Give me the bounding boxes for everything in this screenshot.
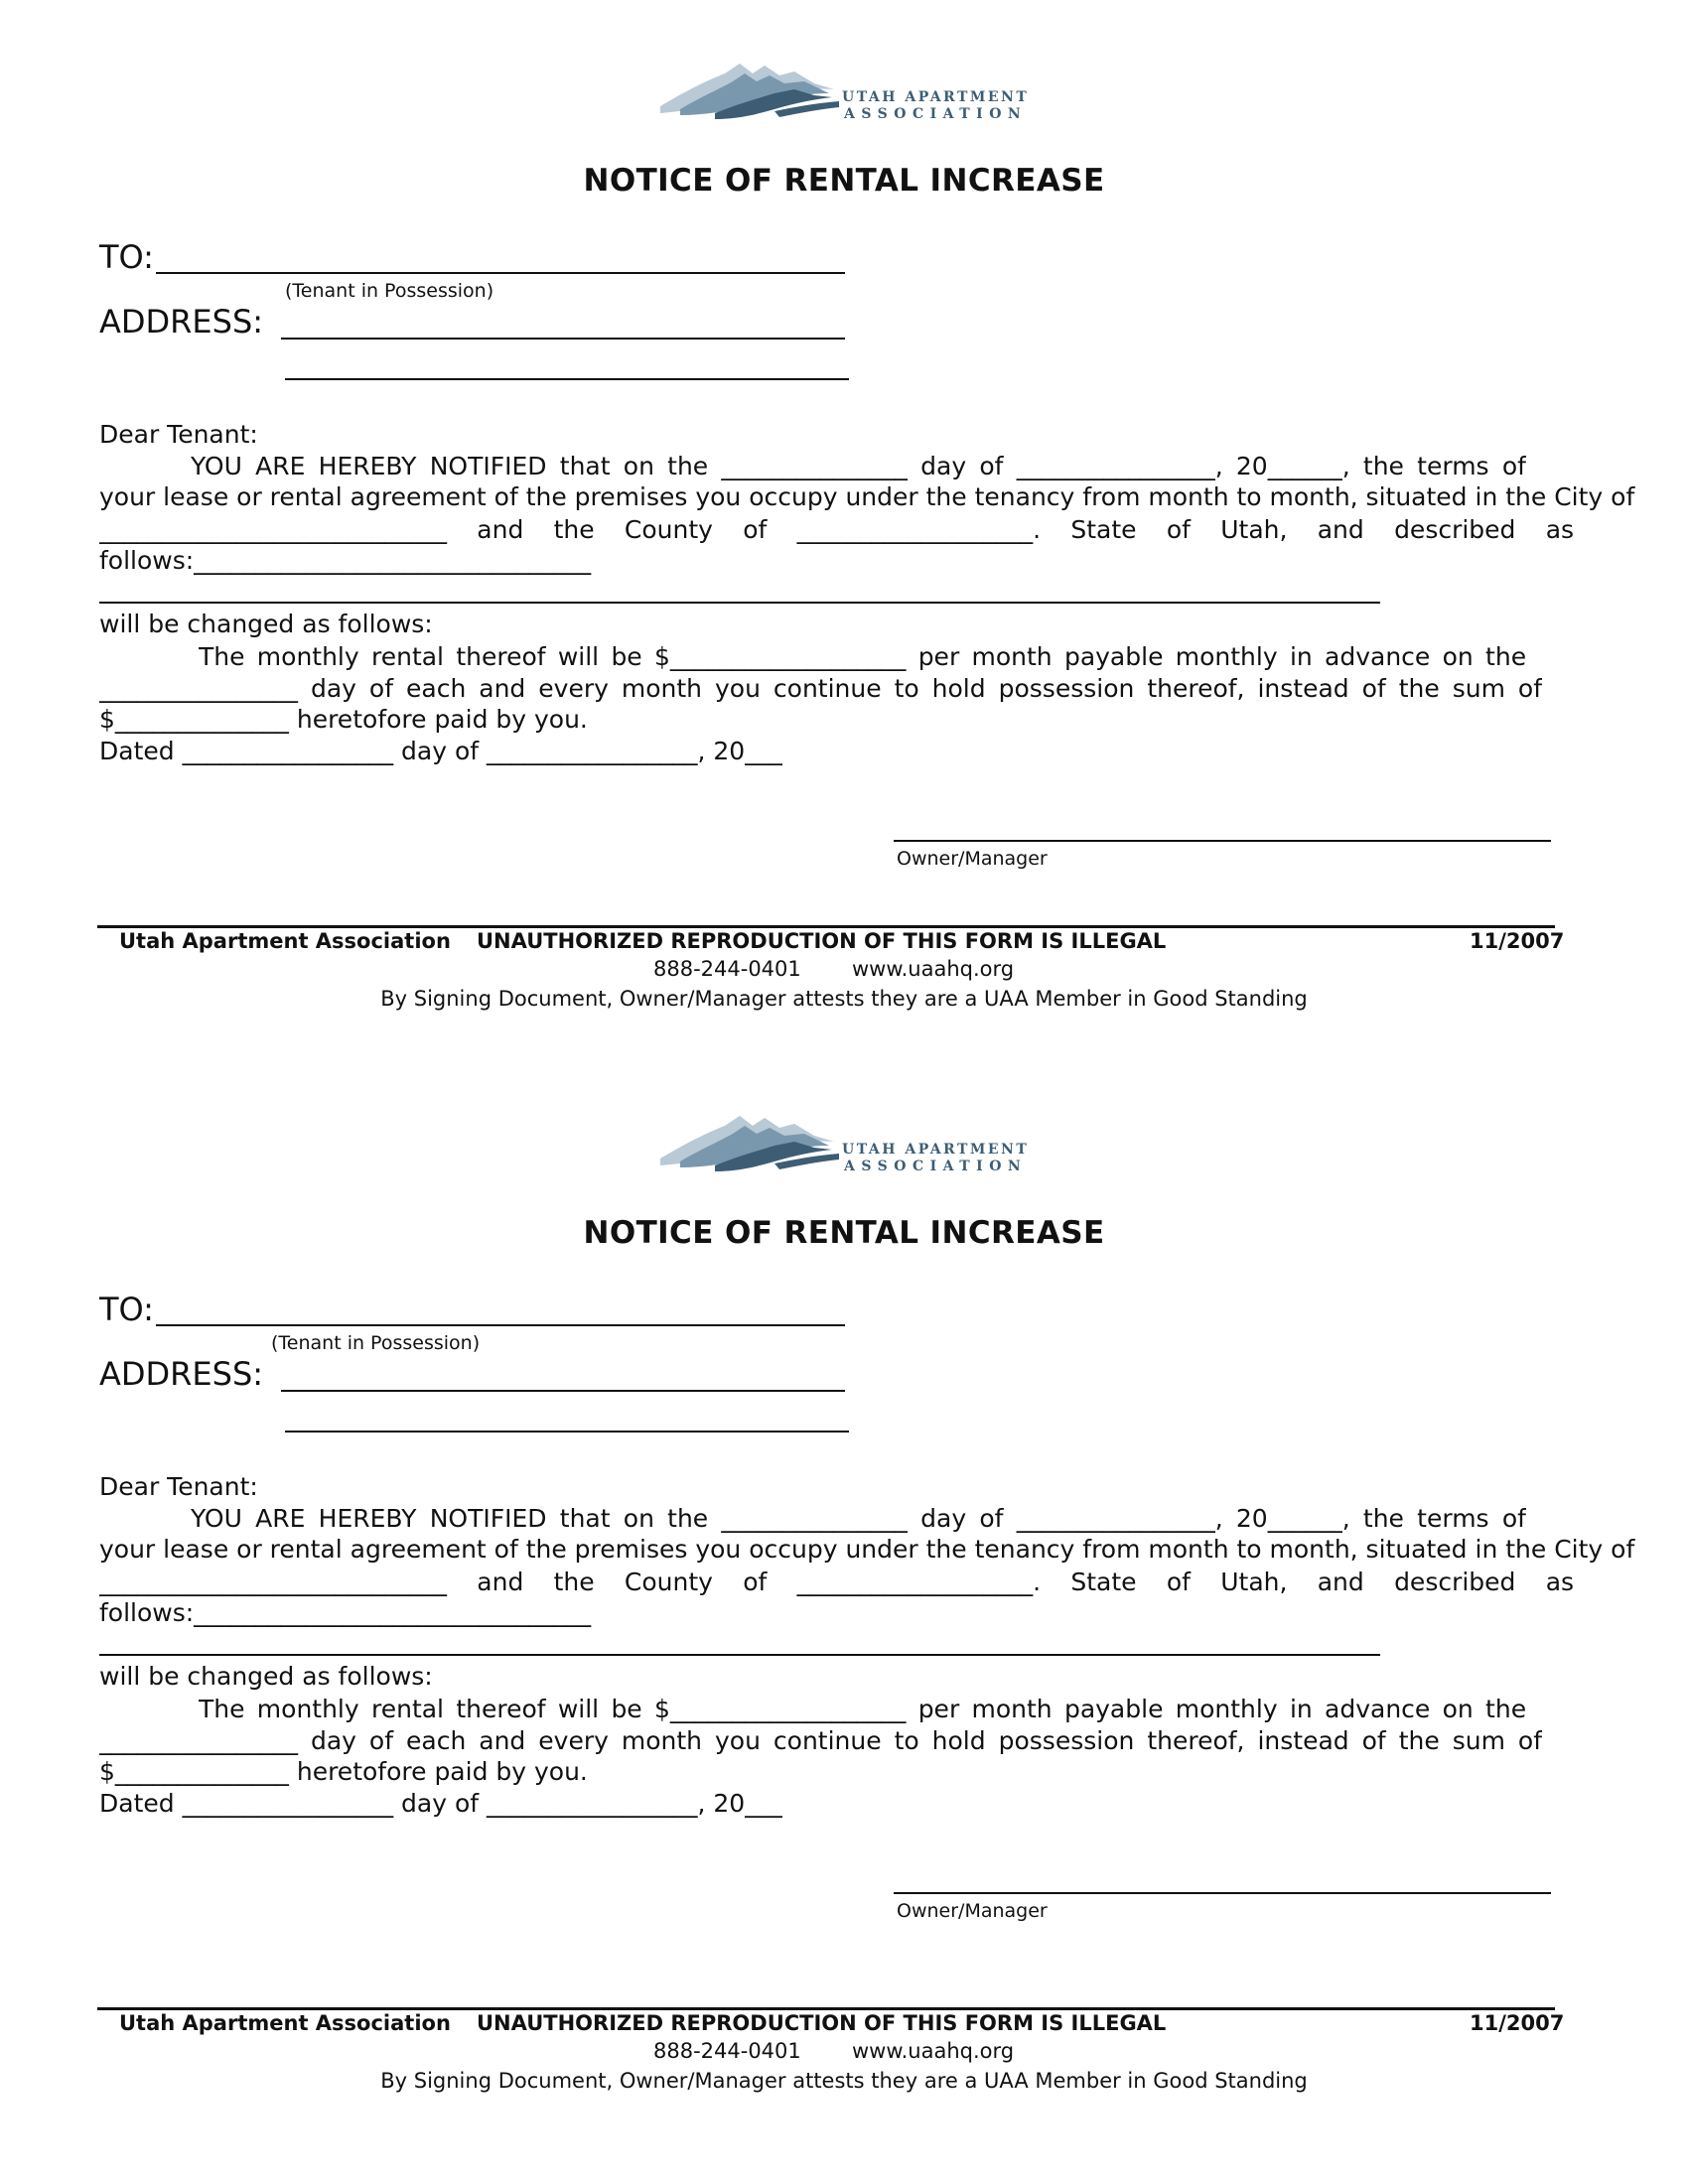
address-line-2[interactable] [285,1431,849,1433]
description-line[interactable] [99,1654,1380,1656]
logo-text-line1: UTAH APARTMENT [842,89,1030,105]
footer-attest: By Signing Document, Owner/Manager attests they are a UAA Member in Good Standing [380,987,1308,1011]
address-line-1[interactable] [281,1390,845,1392]
form-title: NOTICE OF RENTAL INCREASE [583,1215,1105,1251]
address-line-1[interactable] [281,338,845,340]
footer-attest: By Signing Document, Owner/Manager attests they are a UAA Member in Good Standing [380,2069,1308,2093]
logo-text-line2: ASSOCIATION [844,106,1028,122]
footer-website[interactable]: www.uaahq.org [852,957,1015,981]
address-line-2[interactable] [285,378,849,380]
form-title: NOTICE OF RENTAL INCREASE [583,163,1105,199]
mountain-logo-icon [655,1104,844,1183]
signature-caption: Owner/Manager [897,1900,1048,1922]
notice-line-1: YOU ARE HEREBY NOTIFIED that on the _______________ day of ________________, 20______, the terms of [191,452,1526,480]
tenant-caption: (Tenant in Possession) [271,1332,481,1354]
tenant-name-line[interactable] [156,272,845,274]
notice-line-6: will be changed as follows: [99,610,433,638]
to-label: TO: [99,238,154,276]
notice-line-2: your lease or rental agreement of the premises you occupy under the tenancy from month to month, situated in the City of [99,482,1635,511]
salutation: Dear Tenant: [99,1472,258,1501]
logo-text-line1: UTAH APARTMENT [842,1142,1030,1158]
footer-rule [97,925,1555,928]
footer-org: Utah Apartment Association [119,2011,451,2035]
footer-warning: UNAUTHORIZED REPRODUCTION OF THIS FORM IS ILLEGAL [477,929,1167,953]
tenant-name-line[interactable] [156,1324,845,1326]
description-line[interactable] [99,602,1380,604]
tenant-caption: (Tenant in Possession) [285,280,494,302]
footer-website[interactable]: www.uaahq.org [852,2039,1015,2063]
footer-date: 11/2007 [1470,2011,1565,2035]
address-label: ADDRESS: [99,303,264,341]
dated-line: Dated _________________ day of _________________, 20___ [99,1789,782,1818]
signature-line[interactable] [894,1892,1551,1894]
uaa-logo [655,52,1033,131]
logo-text-line2: ASSOCIATION [844,1159,1028,1174]
notice-line-3: ____________________________ and the County of ___________________. State of Utah, and described as [99,515,1574,544]
notice-line-1: YOU ARE HEREBY NOTIFIED that on the _______________ day of ________________, 20______, the terms of [191,1504,1526,1533]
uaa-logo [655,1104,1033,1183]
notice-line-9: $______________ heretofore paid by you. [99,1757,588,1786]
notice-line-7: The monthly rental thereof will be $___________________ per month payable monthly in advance on the [199,1695,1526,1723]
rental-increase-form-2 [0,1052,1688,2105]
notice-line-4: follows:________________________________ [99,546,592,575]
signature-line[interactable] [894,840,1551,842]
footer-org: Utah Apartment Association [119,929,451,953]
address-label: ADDRESS: [99,1355,264,1393]
footer-phone: 888-244-0401 [653,2039,801,2063]
to-label: TO: [99,1291,154,1328]
notice-line-8: ________________ day of each and every month you continue to hold possession thereof, instead of the sum of [99,674,1542,703]
signature-caption: Owner/Manager [897,848,1048,870]
footer-phone: 888-244-0401 [653,957,801,981]
notice-line-7: The monthly rental thereof will be $___________________ per month payable monthly in advance on the [199,642,1526,671]
footer-date: 11/2007 [1470,929,1565,953]
notice-line-3: ____________________________ and the County of ___________________. State of Utah, and described as [99,1568,1574,1596]
rental-increase-form-1 [0,0,1688,1052]
notice-line-6: will be changed as follows: [99,1662,433,1691]
notice-line-4: follows:________________________________ [99,1598,592,1627]
mountain-logo-icon [655,52,844,131]
notice-line-2: your lease or rental agreement of the premises you occupy under the tenancy from month to month, situated in the City of [99,1535,1635,1564]
notice-line-8: ________________ day of each and every month you continue to hold possession thereof, instead of the sum of [99,1726,1542,1755]
salutation: Dear Tenant: [99,420,258,449]
dated-line: Dated _________________ day of _________________, 20___ [99,737,782,765]
notice-line-9: $______________ heretofore paid by you. [99,705,588,734]
footer-rule [97,2007,1555,2010]
footer-warning: UNAUTHORIZED REPRODUCTION OF THIS FORM IS ILLEGAL [477,2011,1167,2035]
